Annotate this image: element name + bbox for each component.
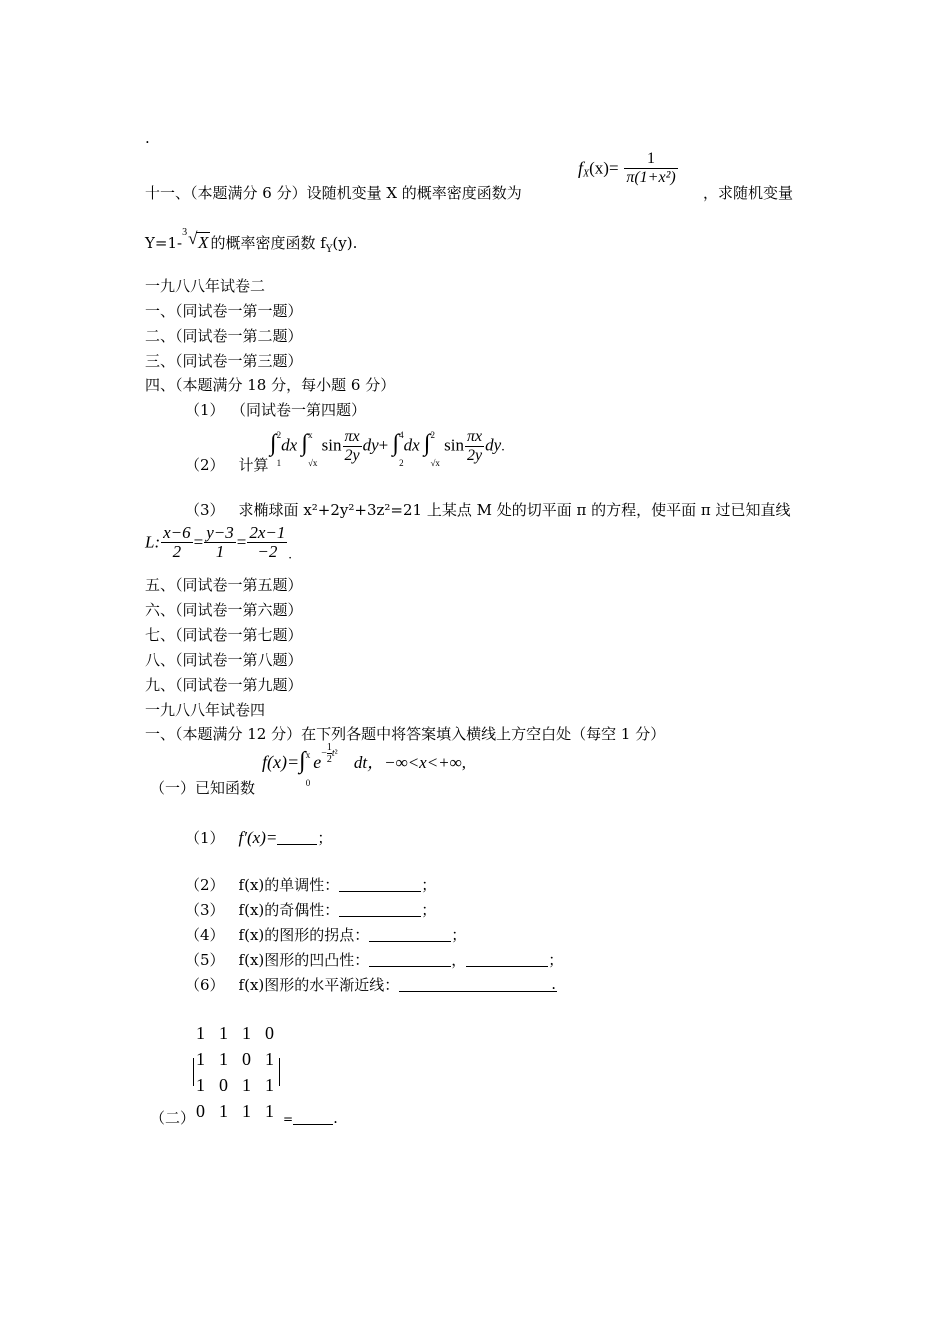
double-integral-formula: ∫2 1dx ∫x √x sin $\frac{\pi x}{2y}$ dy+ ∫4 2dx ∫2 √x sin $\frac{\pi x}{2y}$ dy. — [270, 428, 505, 468]
determinant-right-bar — [279, 1058, 280, 1086]
exam4-q1: 一、（本题满分 12 分）在下列各题中将答案填入横线上方空白处（每空 1 分） — [145, 725, 666, 743]
matrix-row: 1 0 1 1 — [196, 1075, 274, 1095]
exam2-q4-3: （3） 求椭球面 x²+2y²+3z²=21 上某点 M 处的切平面 π 的方程，使平面 π 过已知直线 — [185, 501, 791, 519]
answer-blank[interactable] — [339, 877, 421, 892]
exam4-item-5: （5） f(x)图形的凹凸性： ， ； — [185, 951, 564, 969]
exam2-q6: 六、（同试卷一第六题） — [145, 601, 303, 619]
gaussian-integral-formula: f(x)=∫x 0e− $\frac{1}{2}$ t² dt，−∞<x<+∞, — [262, 742, 467, 788]
exam4-title: 一九八八年试卷四 — [145, 701, 266, 719]
exam2-q7: 七、（同试卷一第七题） — [145, 626, 303, 644]
matrix-row: 1 1 0 1 — [196, 1049, 274, 1069]
exam2-q2: 二、（同试卷一第二题） — [145, 327, 303, 345]
exam2-q4-2: （2） 计算 — [185, 456, 269, 474]
exam2-title: 一九八八年试卷二 — [145, 277, 266, 295]
exam4-item-2: （2） f(x)的单调性： ； — [185, 876, 437, 894]
exam2-q1: 一、（同试卷一第一题） — [145, 302, 303, 320]
answer-blank[interactable] — [293, 1110, 333, 1125]
determinant-matrix — [196, 1020, 288, 1124]
exam4-item-6: （6） f(x)图形的水平渐近线： . — [185, 975, 557, 994]
determinant-left-bar — [193, 1058, 194, 1086]
exam2-q9: 九、（同试卷一第九题） — [145, 676, 303, 694]
matrix-row: 0 1 1 1 — [196, 1101, 274, 1121]
exam4-item-4: （4） f(x)的图形的拐点： ； — [185, 926, 467, 944]
exam4-part2-answer: = . — [283, 1109, 338, 1127]
stray-dot: . — [145, 129, 150, 147]
problem-11-tail: ，求随机变量 — [703, 184, 794, 202]
problem-11-line2: Y=1- 3 √ X 的概率密度函数 $f_Y(y)$. — [145, 227, 358, 255]
exam4-item-3: （3） f(x)的奇偶性： ； — [185, 901, 437, 919]
exam2-q8: 八、（同试卷一第八题） — [145, 651, 303, 669]
cube-root: 3 √ X — [182, 227, 209, 252]
exam2-q3: 三、（同试卷一第三题） — [145, 352, 303, 370]
exam2-q5: 五、（同试卷一第五题） — [145, 576, 303, 594]
exam4-part1-label: （一）已知函数 — [150, 779, 256, 797]
exam4-part2-label: （二） — [150, 1109, 196, 1127]
answer-blank[interactable] — [277, 830, 317, 845]
answer-blank[interactable] — [369, 927, 451, 942]
answer-blank[interactable] — [369, 952, 451, 967]
answer-blank[interactable]: . — [399, 977, 557, 992]
density-fraction: $\frac{1}{\text{π(1+x²)}}$ — [626, 150, 676, 186]
density-formula: $f_X(x)=$ $\frac{1}{\text{π(1+x²)}}$ — [578, 150, 676, 186]
problem-11-line1 — [145, 183, 522, 203]
exam2-q4-1: （1） （同试卷一第四题） — [185, 401, 367, 419]
problem-11-lead: 十一、（本题满分 6 分）设随机变量 X 的概率密度函数为 — [145, 184, 522, 202]
matrix-row: 1 1 1 0 — [196, 1023, 274, 1043]
line-L-equation: L: $\frac{x-6}{2}$ = $\frac{y-3}{1}$ = $\frac{2x-1}{-2}$ $_.$ — [145, 523, 292, 563]
answer-blank[interactable] — [466, 952, 548, 967]
exam4-item-1: （1） f′(x)= ； — [185, 828, 333, 847]
exam2-q4: 四、（本题满分 18 分，每小题 6 分） — [145, 376, 396, 394]
answer-blank[interactable] — [339, 902, 421, 917]
